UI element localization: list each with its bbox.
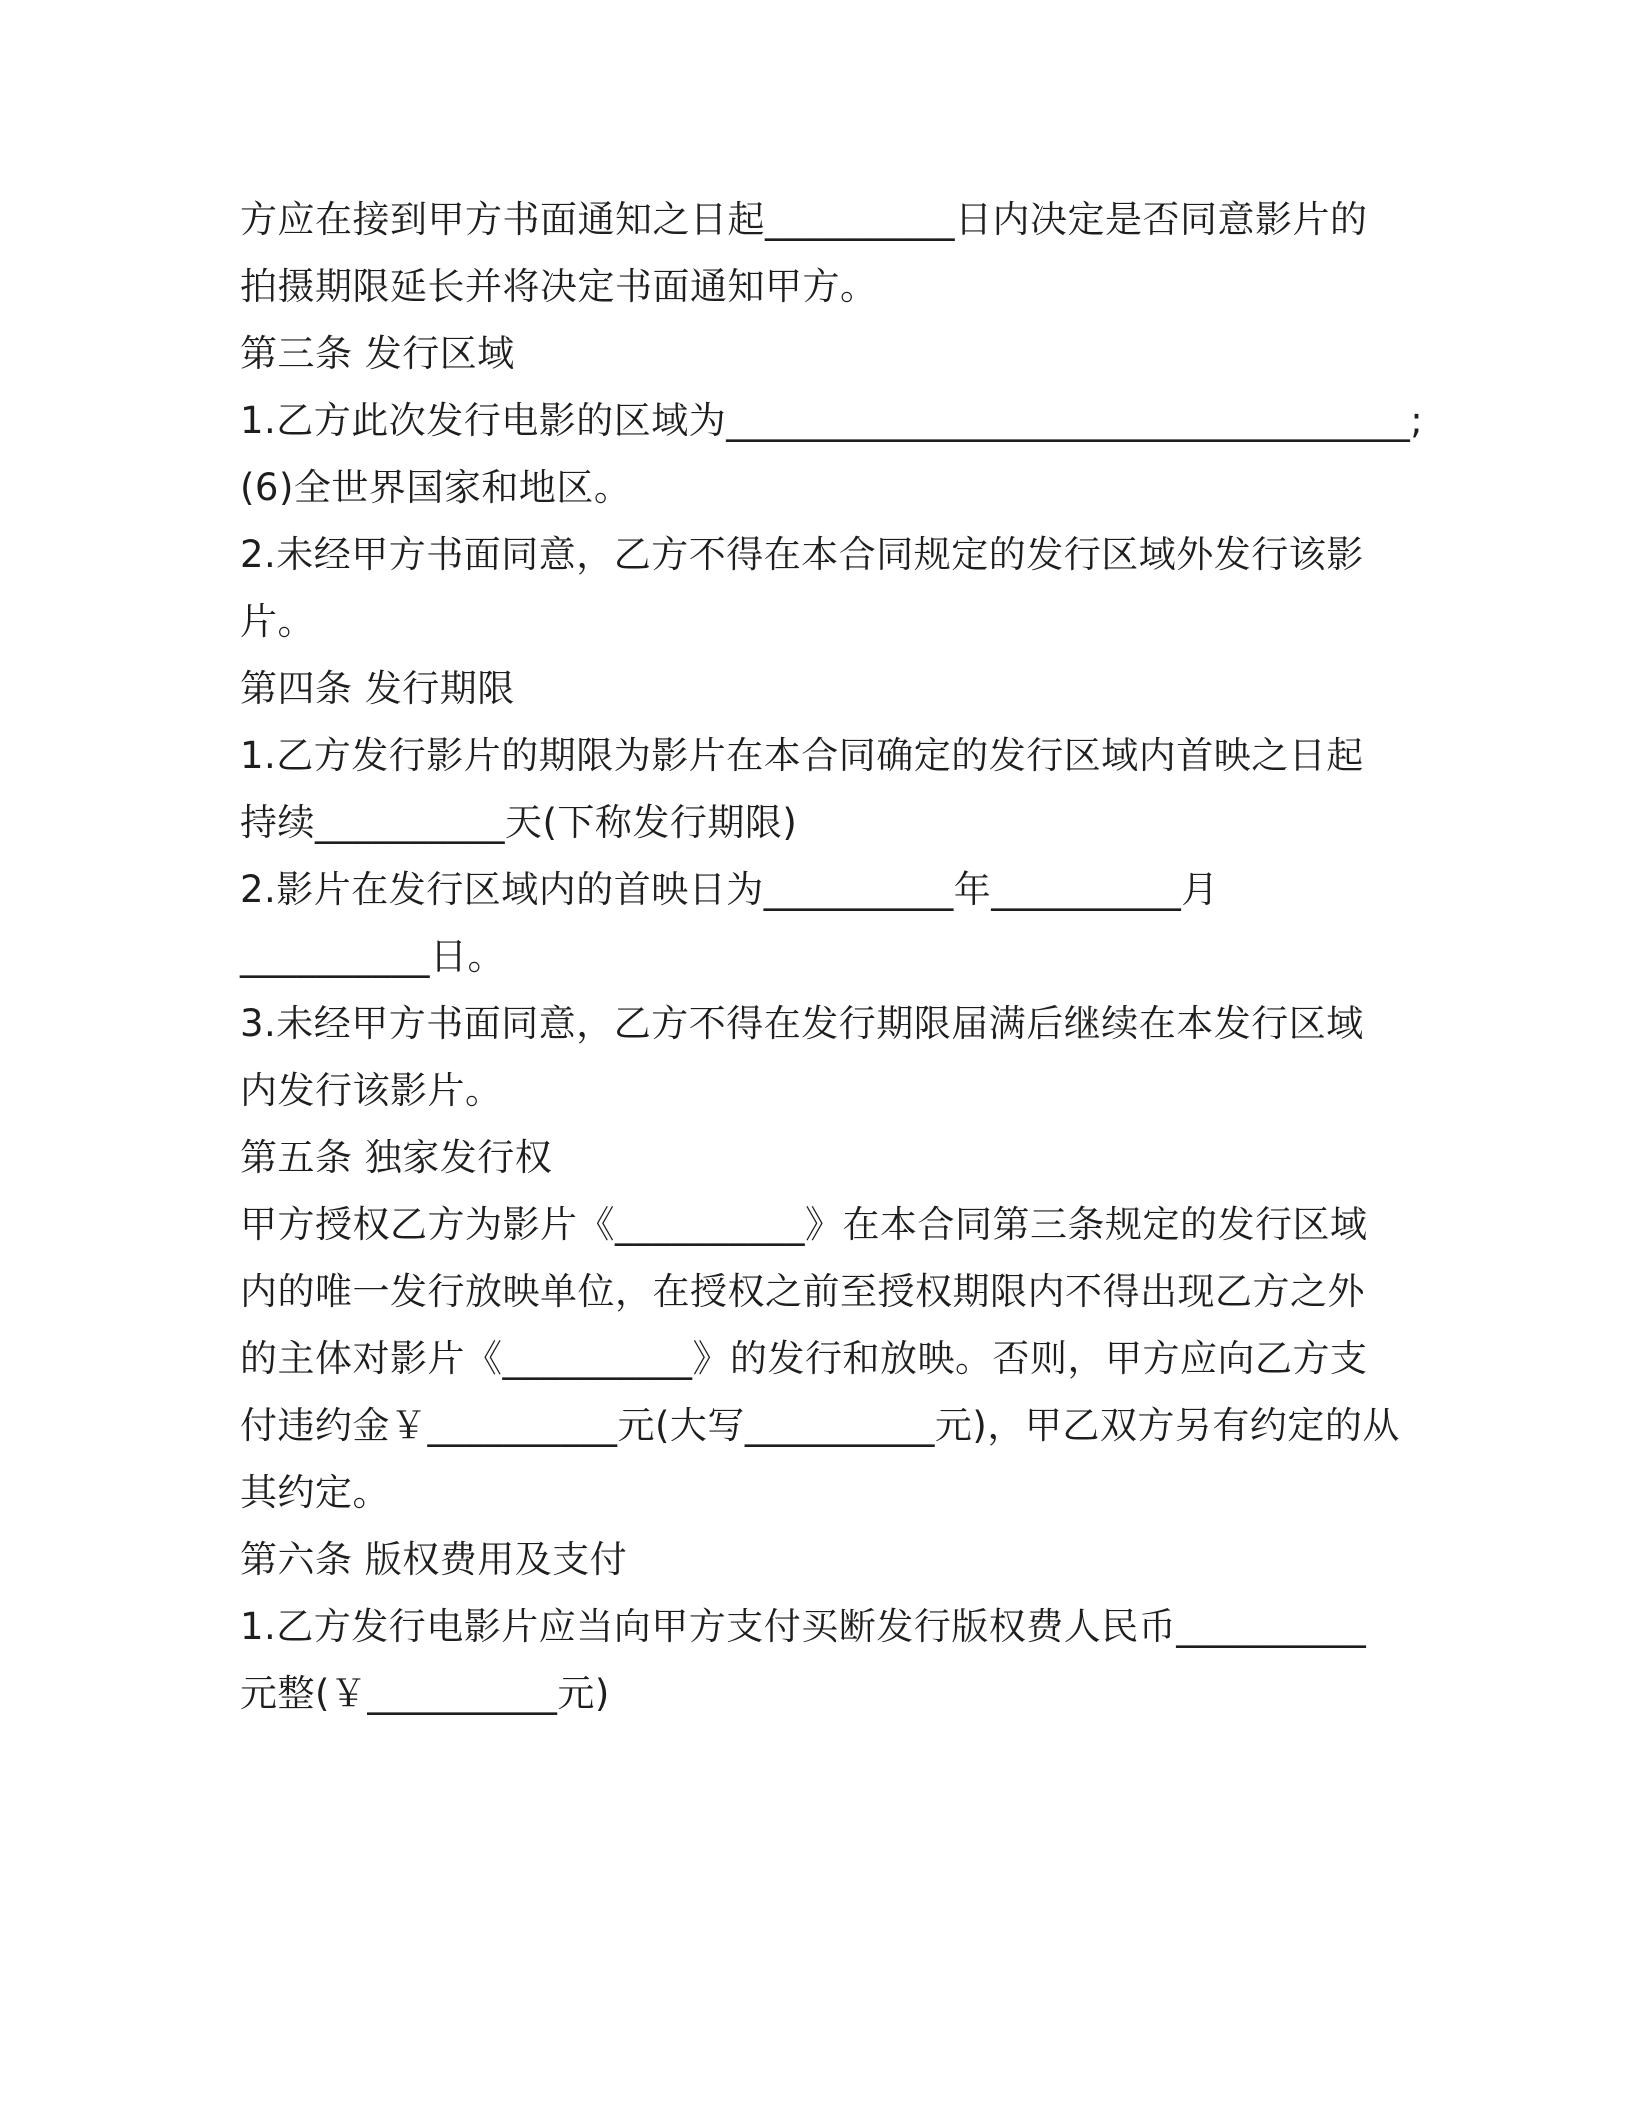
article-heading: 第三条 发行区域 (240, 332, 515, 375)
text-line: 付违约金￥__________元(大写__________元)，甲乙双方另有约定的从 (240, 1404, 1400, 1447)
text-line: 片。 (240, 600, 315, 643)
text-line: 内发行该影片。 (240, 1069, 503, 1112)
text-line: 方应在接到甲方书面通知之日起__________日内决定是否同意影片的 (240, 198, 1368, 241)
text-line: __________日。 (240, 935, 505, 978)
text-line: 1.乙方此次发行电影的区域为____________________________________; (240, 399, 1424, 442)
article-heading: 第四条 发行期限 (240, 667, 515, 710)
text-line: 2.未经甲方书面同意，乙方不得在本合同规定的发行区域外发行该影 (240, 533, 1364, 576)
document-body (240, 186, 1424, 1727)
text-line: 拍摄期限延长并将决定书面通知甲方。 (240, 265, 878, 308)
text-line: 2.影片在发行区域内的首映日为__________年__________月 (240, 868, 1219, 911)
text-line: 持续__________天(下称发行期限) (240, 801, 798, 844)
text-line: 的主体对影片《__________》的发行和放映。否则，甲方应向乙方支 (240, 1337, 1368, 1380)
text-line: 1.乙方发行影片的期限为影片在本合同确定的发行区域内首映之日起 (240, 734, 1364, 777)
text-line: 1.乙方发行电影片应当向甲方支付买断发行版权费人民币__________ (240, 1605, 1367, 1648)
text-line: 其约定。 (240, 1471, 390, 1514)
text-line: 内的唯一发行放映单位，在授权之前至授权期限内不得出现乙方之外 (240, 1270, 1365, 1313)
text-line: 3.未经甲方书面同意，乙方不得在发行期限届满后继续在本发行区域 (240, 1002, 1364, 1045)
article-heading: 第六条 版权费用及支付 (240, 1538, 628, 1581)
text-line: (6)全世界国家和地区。 (240, 466, 632, 509)
article-heading: 第五条 独家发行权 (240, 1136, 553, 1179)
text-line: 元整(￥__________元) (240, 1672, 610, 1715)
text-line: 甲方授权乙方为影片《__________》在本合同第三条规定的发行区域 (240, 1203, 1368, 1246)
